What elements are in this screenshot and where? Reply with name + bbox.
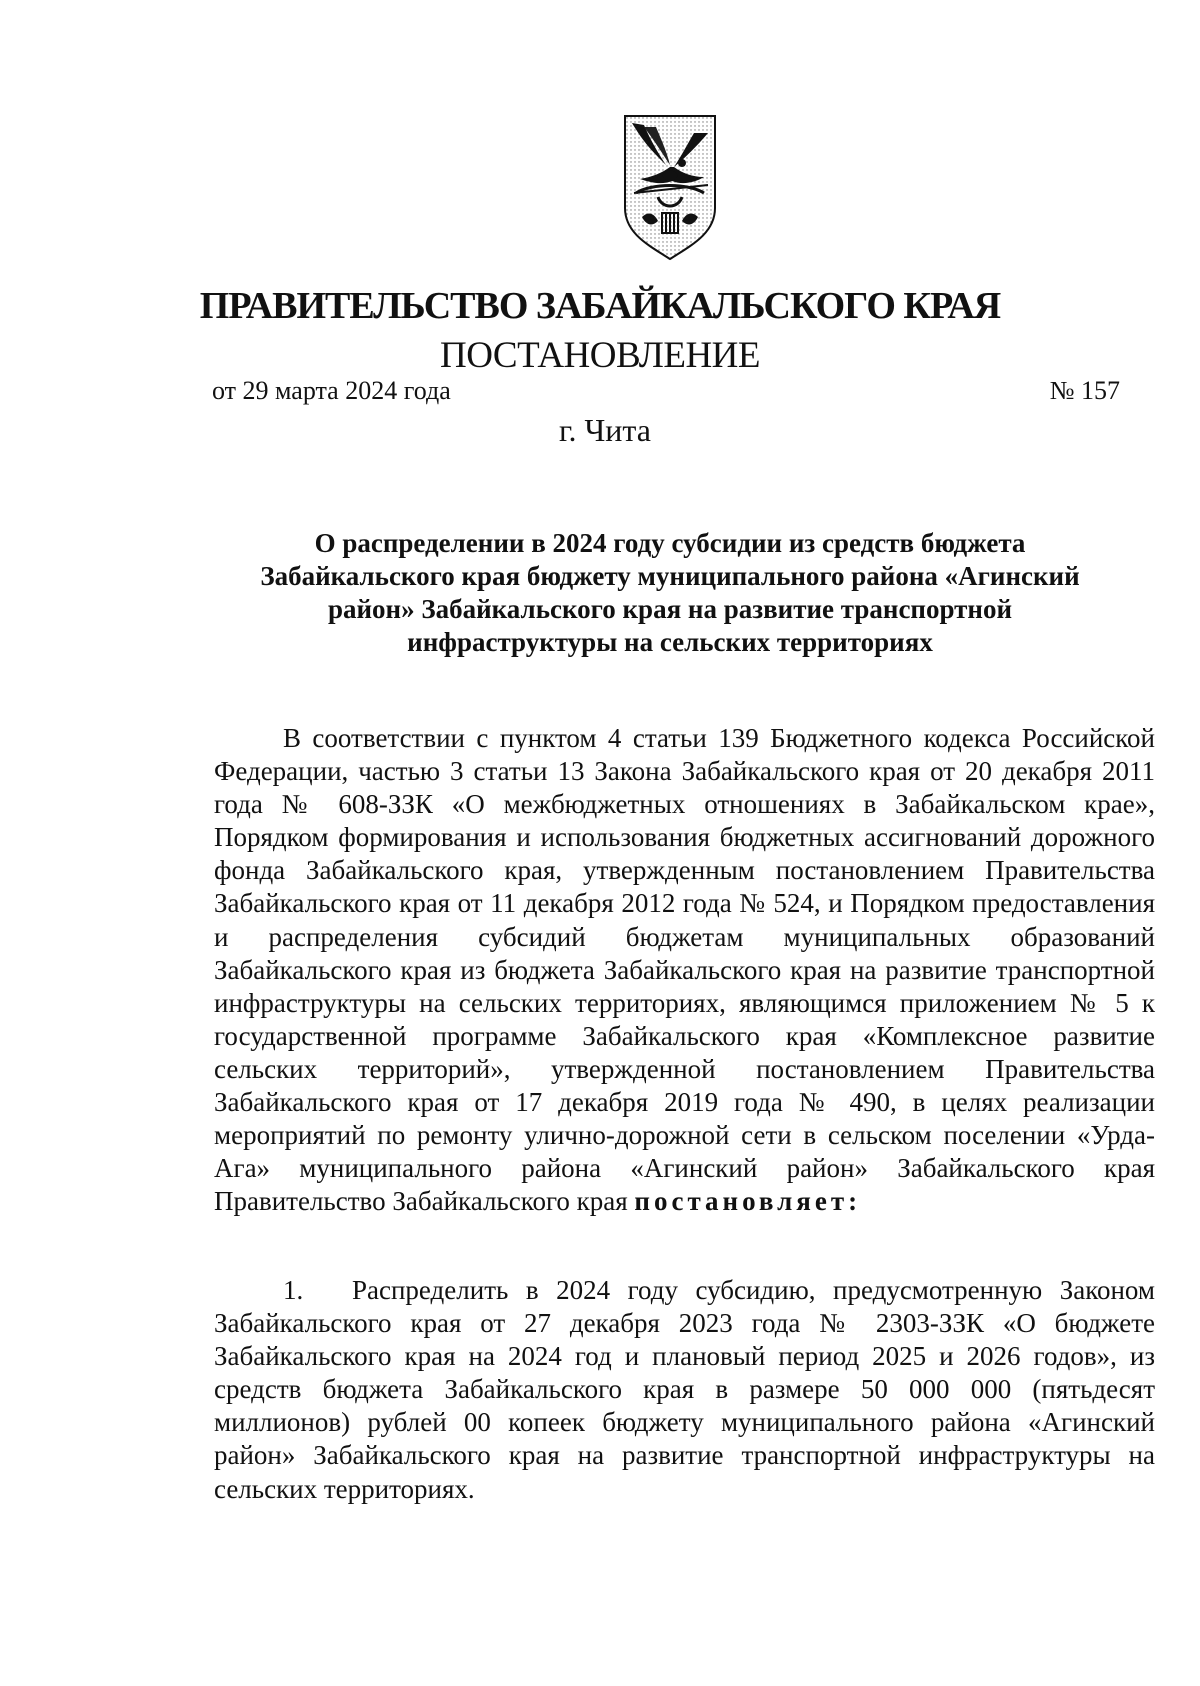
document-type: ПОСТАНОВЛЕНИЕ bbox=[440, 335, 760, 376]
document-city: г. Чита bbox=[558, 412, 651, 448]
decree-colon: : bbox=[848, 1186, 862, 1217]
issuing-authority: ПРАВИТЕЛЬСТВО ЗАБАЙКАЛЬСКОГО КРАЯ bbox=[199, 285, 1001, 327]
decree-word: постановляет bbox=[634, 1186, 849, 1217]
clause-1 bbox=[214, 1274, 1155, 1506]
preamble-text: В соответствии с пунктом 4 статьи 139 Бюджетного кодекса Российской Федерации, частью 3 статьи 13 Закона Забайкальского края от 20 декабря 2011 года № 608-ЗЗК «О межбюджетных отношениях в Забайкальском крае», Порядком формирования и использования бюджетных ассигнований дорожного фонда Забайкальского края, утвержденным постановлением Правительства Забайкальского края от 11 декабря 2012 года № 524, и Порядком предоставления и распределения субсидий бюджетам муниципальных образований Забайкальского края из бюджета Забайкальского края на развитие транспортной инфраструктуры на сельских территориях, являющимся приложением № 5 к государственной программе Забайкальского края «Комплексное развитие сельских территорий», утвержденной постановлением Правительства Забайкальского края от 17 декабря 2019 года № 490, в целях реализации мероприятий по ремонту улично-дорожной сети в сельском поселении «Урда-Ага» муниципального района «Агинский район» Забайкальского края Правительство Забайкальского края bbox=[214, 723, 1155, 1217]
coat-of-arms-emblem-icon bbox=[622, 113, 718, 263]
clause-text: Распределить в 2024 году субсидию, предусмотренную Законом Забайкальского края от 27 декабря 2023 года № 2303-ЗЗК «О бюджете Забайкальского края на 2024 год и плановый период 2025 и 2026 годов», из средств бюджета Забайкальского края в размере 50 000 000 (пятьдесят миллионов) рублей 00 копеек бюджету муниципального района «Агинский район» Забайкальского края на развитие транспортной инфраструктуры на сельских территориях. bbox=[214, 1275, 1155, 1504]
clause-number: 1. bbox=[283, 1275, 304, 1305]
document-title: О распределении в 2024 году субсидии из средств бюджета Забайкальского края бюджету муниципального района «Агинский район» Забайкальского края на развитие транспортной инфраструктуры на сельских территориях bbox=[260, 528, 1080, 657]
preamble-paragraph bbox=[214, 722, 1155, 1218]
document-date: от 29 марта 2024 года bbox=[212, 376, 451, 405]
document-number: № 157 bbox=[1049, 376, 1120, 405]
